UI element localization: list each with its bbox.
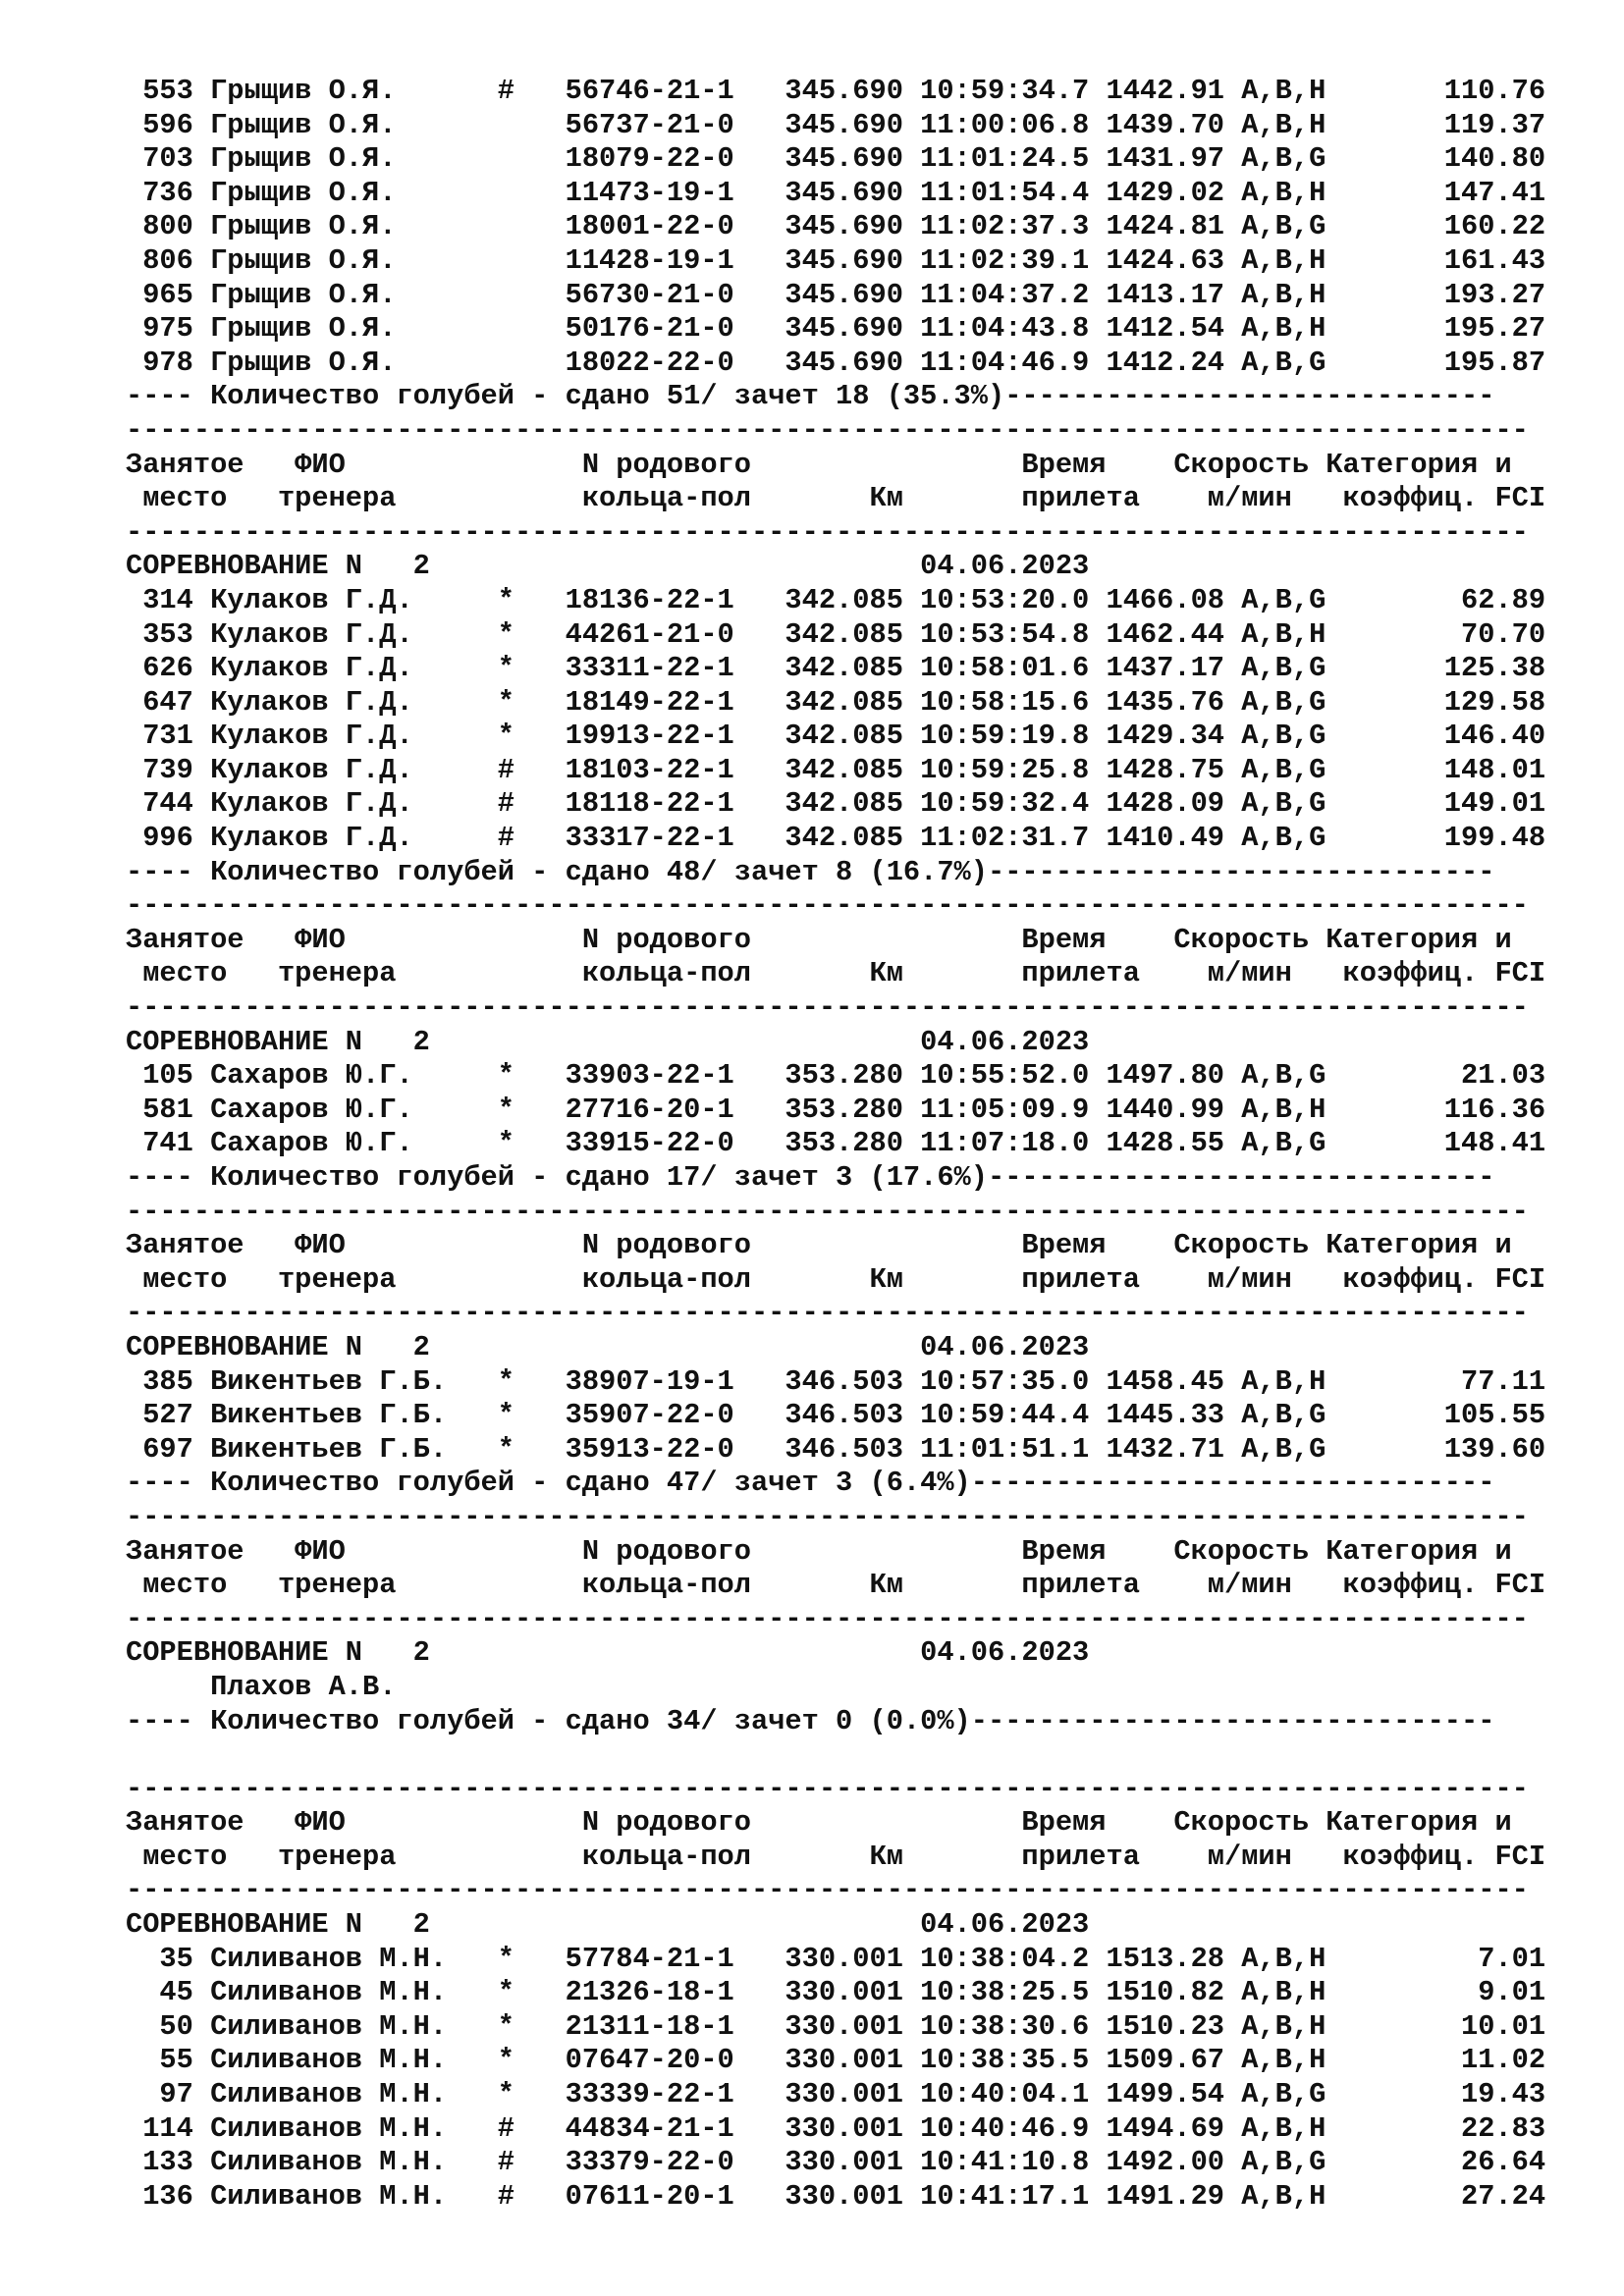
divider-line: -----------------------------------------------------------------------------------: [126, 1500, 1529, 1533]
result-row: 965 Грыщив О.Я. 56730-21-0 345.690 11:04:37.2 1413.17 A,B,H 193.27: [126, 278, 1546, 311]
result-row: 35 Силиванов М.Н. * 57784-21-1 330.001 10:38:04.2 1513.28 A,B,H 7.01: [126, 1942, 1546, 1975]
result-row: 739 Кулаков Г.Д. # 18103-22-1 342.085 10:59:25.8 1428.75 A,B,G 148.01: [126, 753, 1546, 786]
result-row: 741 Сахаров Ю.Г. * 33915-22-0 353.280 11:07:18.0 1428.55 A,B,G 148.41: [126, 1127, 1546, 1160]
result-row: 744 Кулаков Г.Д. # 18118-22-1 342.085 10:59:32.4 1428.09 A,B,G 149.01: [126, 787, 1546, 821]
result-row: 385 Викентьев Г.Б. * 38907-19-1 346.503 10:57:35.0 1458.45 A,B,H 77.11: [126, 1364, 1546, 1398]
result-row: 97 Силиванов М.Н. * 33339-22-1 330.001 10:40:04.1 1499.54 A,B,G 19.43: [126, 2078, 1546, 2111]
result-row: 596 Грыщив О.Я. 56737-21-0 345.690 11:00:06.8 1439.70 A,B,H 119.37: [126, 108, 1546, 141]
result-row: 975 Грыщив О.Я. 50176-21-0 345.690 11:04:43.8 1412.54 A,B,H 195.27: [126, 312, 1546, 346]
result-row: 136 Силиванов М.Н. # 07611-20-1 330.001 10:41:17.1 1491.29 A,B,H 27.24: [126, 2179, 1546, 2213]
column-header-row-2: место тренера кольца-пол Км прилета м/мин коэффиц. FCI: [126, 482, 1546, 515]
competition-title: СОРЕВНОВАНИЕ N 2 04.06.2023: [126, 1908, 1090, 1942]
results-report: [126, 75, 1598, 2214]
divider-line: -----------------------------------------------------------------------------------: [126, 1195, 1529, 1228]
column-header-row-2: место тренера кольца-пол Км прилета м/мин коэффиц. FCI: [126, 1840, 1546, 1873]
result-row: 703 Грыщив О.Я. 18079-22-0 345.690 11:01:24.5 1431.97 A,B,G 140.80: [126, 142, 1546, 176]
divider-line: -----------------------------------------------------------------------------------: [126, 413, 1529, 447]
result-row: 800 Грыщив О.Я. 18001-22-0 345.690 11:02:37.3 1424.81 A,B,G 160.22: [126, 210, 1546, 243]
column-header-row-2: место тренера кольца-пол Км прилета м/мин коэффиц. FCI: [126, 1262, 1546, 1296]
result-row: 647 Кулаков Г.Д. * 18149-22-1 342.085 10:58:15.6 1435.76 A,B,G 129.58: [126, 685, 1546, 719]
section-summary: ---- Количество голубей - сдано 34/ зачет 0 (0.0%)-------------------------------: [126, 1704, 1495, 1737]
competition-title: СОРЕВНОВАНИЕ N 2 04.06.2023: [126, 1330, 1090, 1363]
result-row: 581 Сахаров Ю.Г. * 27716-20-1 353.280 11:05:09.9 1440.99 A,B,H 116.36: [126, 1093, 1546, 1126]
result-row: 996 Кулаков Г.Д. # 33317-22-1 342.085 11:02:31.7 1410.49 A,B,G 199.48: [126, 822, 1546, 855]
column-header-row-1: Занятое ФИО N родового Время Скорость Категория и: [126, 448, 1512, 481]
divider-line: -----------------------------------------------------------------------------------: [126, 1297, 1529, 1330]
section-summary: ---- Количество голубей - сдано 48/ зачет 8 (16.7%)------------------------------: [126, 855, 1495, 888]
competition-title: СОРЕВНОВАНИЕ N 2 04.06.2023: [126, 550, 1090, 583]
competition-title: СОРЕВНОВАНИЕ N 2 04.06.2023: [126, 1636, 1090, 1670]
result-row: 731 Кулаков Г.Д. * 19913-22-1 342.085 10:59:19.8 1429.34 A,B,G 146.40: [126, 720, 1546, 753]
result-row: 978 Грыщив О.Я. 18022-22-0 345.690 11:04:46.9 1412.24 A,B,G 195.87: [126, 346, 1546, 379]
column-header-row-1: Занятое ФИО N родового Время Скорость Категория и: [126, 1534, 1512, 1568]
column-header-row-2: место тренера кольца-пол Км прилета м/мин коэффиц. FCI: [126, 1569, 1546, 1602]
column-header-row-2: место тренера кольца-пол Км прилета м/мин коэффиц. FCI: [126, 957, 1546, 990]
result-row: 806 Грыщив О.Я. 11428-19-1 345.690 11:02:39.1 1424.63 A,B,H 161.43: [126, 243, 1546, 277]
divider-line: -----------------------------------------------------------------------------------: [126, 1874, 1529, 1907]
result-row: 626 Кулаков Г.Д. * 33311-22-1 342.085 10:58:01.6 1437.17 A,B,G 125.38: [126, 652, 1546, 685]
section-summary: ---- Количество голубей - сдано 51/ зачет 18 (35.3%)-----------------------------: [126, 380, 1495, 413]
result-row: 105 Сахаров Ю.Г. * 33903-22-1 353.280 10:55:52.0 1497.80 A,B,G 21.03: [126, 1059, 1546, 1093]
column-header-row-1: Занятое ФИО N родового Время Скорость Категория и: [126, 923, 1512, 956]
divider-line: -----------------------------------------------------------------------------------: [126, 1602, 1529, 1635]
result-row: 553 Грыщив О.Я. # 56746-21-1 345.690 10:59:34.7 1442.91 A,B,H 110.76: [126, 75, 1546, 107]
column-header-row-1: Занятое ФИО N родового Время Скорость Категория и: [126, 1229, 1512, 1262]
result-row: 314 Кулаков Г.Д. * 18136-22-1 342.085 10:53:20.0 1466.08 A,B,G 62.89: [126, 583, 1546, 616]
result-row: 736 Грыщив О.Я. 11473-19-1 345.690 11:01:54.4 1429.02 A,B,H 147.41: [126, 176, 1546, 209]
divider-line: -----------------------------------------------------------------------------------: [126, 889, 1529, 923]
result-row: 114 Силиванов М.Н. # 44834-21-1 330.001 10:40:46.9 1494.69 A,B,H 22.83: [126, 2111, 1546, 2145]
column-header-row-1: Занятое ФИО N родового Время Скорость Категория и: [126, 1806, 1512, 1840]
section-summary: ---- Количество голубей - сдано 17/ зачет 3 (17.6%)------------------------------: [126, 1161, 1495, 1194]
blank-line: [126, 1738, 1598, 1773]
result-row: 353 Кулаков Г.Д. * 44261-21-0 342.085 10:53:54.8 1462.44 A,B,H 70.70: [126, 617, 1546, 651]
divider-line: -----------------------------------------------------------------------------------: [126, 515, 1529, 549]
result-row: 527 Викентьев Г.Б. * 35907-22-0 346.503 10:59:44.4 1445.33 A,B,G 105.55: [126, 1399, 1546, 1432]
result-row: 133 Силиванов М.Н. # 33379-22-0 330.001 10:41:10.8 1492.00 A,B,G 26.64: [126, 2146, 1546, 2179]
divider-line: -----------------------------------------------------------------------------------: [126, 991, 1529, 1025]
divider-line: -----------------------------------------------------------------------------------: [126, 1772, 1529, 1805]
competition-title: СОРЕВНОВАНИЕ N 2 04.06.2023: [126, 1025, 1090, 1058]
section-summary: ---- Количество голубей - сдано 47/ зачет 3 (6.4%)-------------------------------: [126, 1467, 1495, 1500]
result-row: 55 Силиванов М.Н. * 07647-20-0 330.001 10:38:35.5 1509.67 A,B,H 11.02: [126, 2044, 1546, 2077]
result-row: 50 Силиванов М.Н. * 21311-18-1 330.001 10:38:30.6 1510.23 A,B,H 10.01: [126, 2009, 1546, 2043]
result-row: 697 Викентьев Г.Б. * 35913-22-0 346.503 11:01:51.1 1432.71 A,B,G 139.60: [126, 1432, 1546, 1466]
result-row: 45 Силиванов М.Н. * 21326-18-1 330.001 10:38:25.5 1510.82 A,B,H 9.01: [126, 1976, 1546, 2009]
result-row: Плахов А.В.: [126, 1670, 397, 1703]
